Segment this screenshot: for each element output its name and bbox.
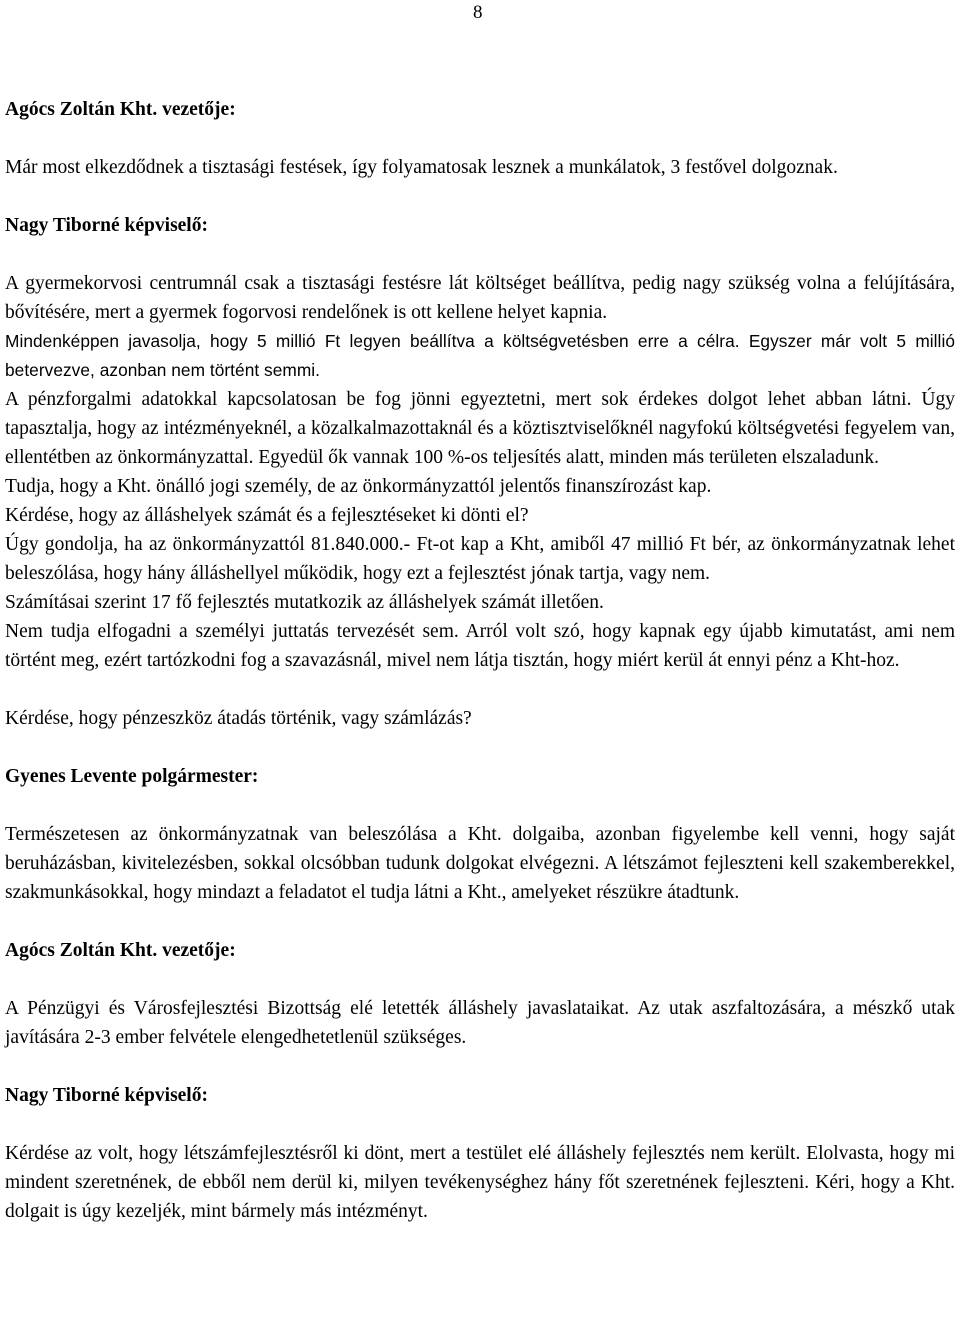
paragraph: Tudja, hogy a Kht. önálló jogi személy, de az önkormányzattól jelentős finanszírozást kap. (5, 476, 712, 497)
paragraph: Nem tudja elfogadni a személyi juttatás tervezését sem. Arról volt szó, hogy kapnak egy újabb kimutatást, ami nem történt meg, ezért tartózkodni fog a szavazásnál, mivel nem látja tisztán, hogy miért kerül át ennyi pénz a Kht-hoz. (5, 621, 955, 671)
spacer (5, 907, 955, 936)
paragraph: A pénzforgalmi adatokkal kapcsolatosan be fog jönni egyeztetni, mert sok érdekes dolgot lehet abban látni. Úgy tapasztalja, hogy az intézményeknél, a közalkalmazottaknál és a köztisztviselőknél nagyfokú költségvetési fegyelem van, ellentétben az önkormányzattal. Egyedül ők vannak 100 %-os teljesítés alatt, minden más területen elszaladunk. (5, 389, 955, 468)
spacer (5, 675, 955, 704)
speaker-heading: Gyenes Levente polgármester: (5, 766, 259, 787)
spacer (5, 733, 955, 762)
document-body (5, 67, 955, 1226)
page-number: 8 (473, 2, 483, 23)
spacer (5, 1052, 955, 1081)
speaker-heading: Agócs Zoltán Kht. vezetője: (5, 99, 236, 120)
spacer (5, 1110, 955, 1139)
speaker-heading: Agócs Zoltán Kht. vezetője: (5, 940, 236, 961)
spacer (5, 791, 955, 820)
spacer (5, 67, 955, 95)
spacer (5, 124, 955, 153)
spacer (5, 965, 955, 994)
paragraph: Számításai szerint 17 fő fejlesztés mutatkozik az álláshelyek számát illetően. (5, 592, 604, 613)
speaker-heading: Nagy Tiborné képviselő: (5, 1085, 208, 1106)
paragraph: Kérdése, hogy az álláshelyek számát és a fejlesztéseket ki dönti el? (5, 505, 529, 526)
paragraph: Kérdése az volt, hogy létszámfejlesztésről ki dönt, mert a testület elé álláshely fejlesztés nem került. Elolvasta, hogy mi mindent szeretnének, de ebből nem derül ki, milyen tevékenységhez hány főt szeretnének fejleszteni. Kéri, hogy a Kht. dolgait is úgy kezeljék, mint bármely más intézményt. (5, 1143, 955, 1222)
paragraph: Úgy gondolja, ha az önkormányzattól 81.840.000.- Ft-ot kap a Kht, amiből 47 millió Ft bér, az önkormányzatnak lehet beleszólása, hogy hány álláshellyel működik, hogy ezt a fejlesztést jónak tartja, vagy nem. (5, 534, 955, 584)
speaker-heading: Nagy Tiborné képviselő: (5, 215, 208, 236)
paragraph: A Pénzügyi és Városfejlesztési Bizottság elé letették álláshely javaslataikat. Az utak aszfaltozására, a mészkő utak javítására 2-3 ember felvétele elengedhetetlenül szükséges. (5, 998, 955, 1048)
paragraph: A gyermekorvosi centrumnál csak a tisztasági festésre lát költséget beállítva, pedig nagy szükség volna a felújítására, bővítésére, mert a gyermek fogorvosi rendelőnek is ott kellene helyet kapnia. (5, 273, 955, 323)
spacer (5, 182, 955, 211)
paragraph: Már most elkezdődnek a tisztasági festések, így folyamatosak lesznek a munkálatok, 3 festővel dolgoznak. (5, 157, 838, 178)
spacer (5, 240, 955, 269)
paragraph: Természetesen az önkormányzatnak van beleszólása a Kht. dolgaiba, azonban figyelembe kell venni, hogy saját beruházásban, kivitelezésben, sokkal olcsóbban tudunk dolgokat elvégezni. A létszámot fejleszteni kell szakemberekkel, szakmunkásokkal, hogy mindazt a feladatot el tudja látni a Kht., amelyeket részükre átadtunk. (5, 824, 955, 903)
paragraph: Mindenképpen javasolja, hogy 5 millió Ft legyen beállítva a költségvetésben erre a célra. Egyszer már volt 5 millió betervezve, azonban nem történt semmi. (5, 331, 955, 380)
paragraph: Kérdése, hogy pénzeszköz átadás történik, vagy számlázás? (5, 708, 472, 729)
